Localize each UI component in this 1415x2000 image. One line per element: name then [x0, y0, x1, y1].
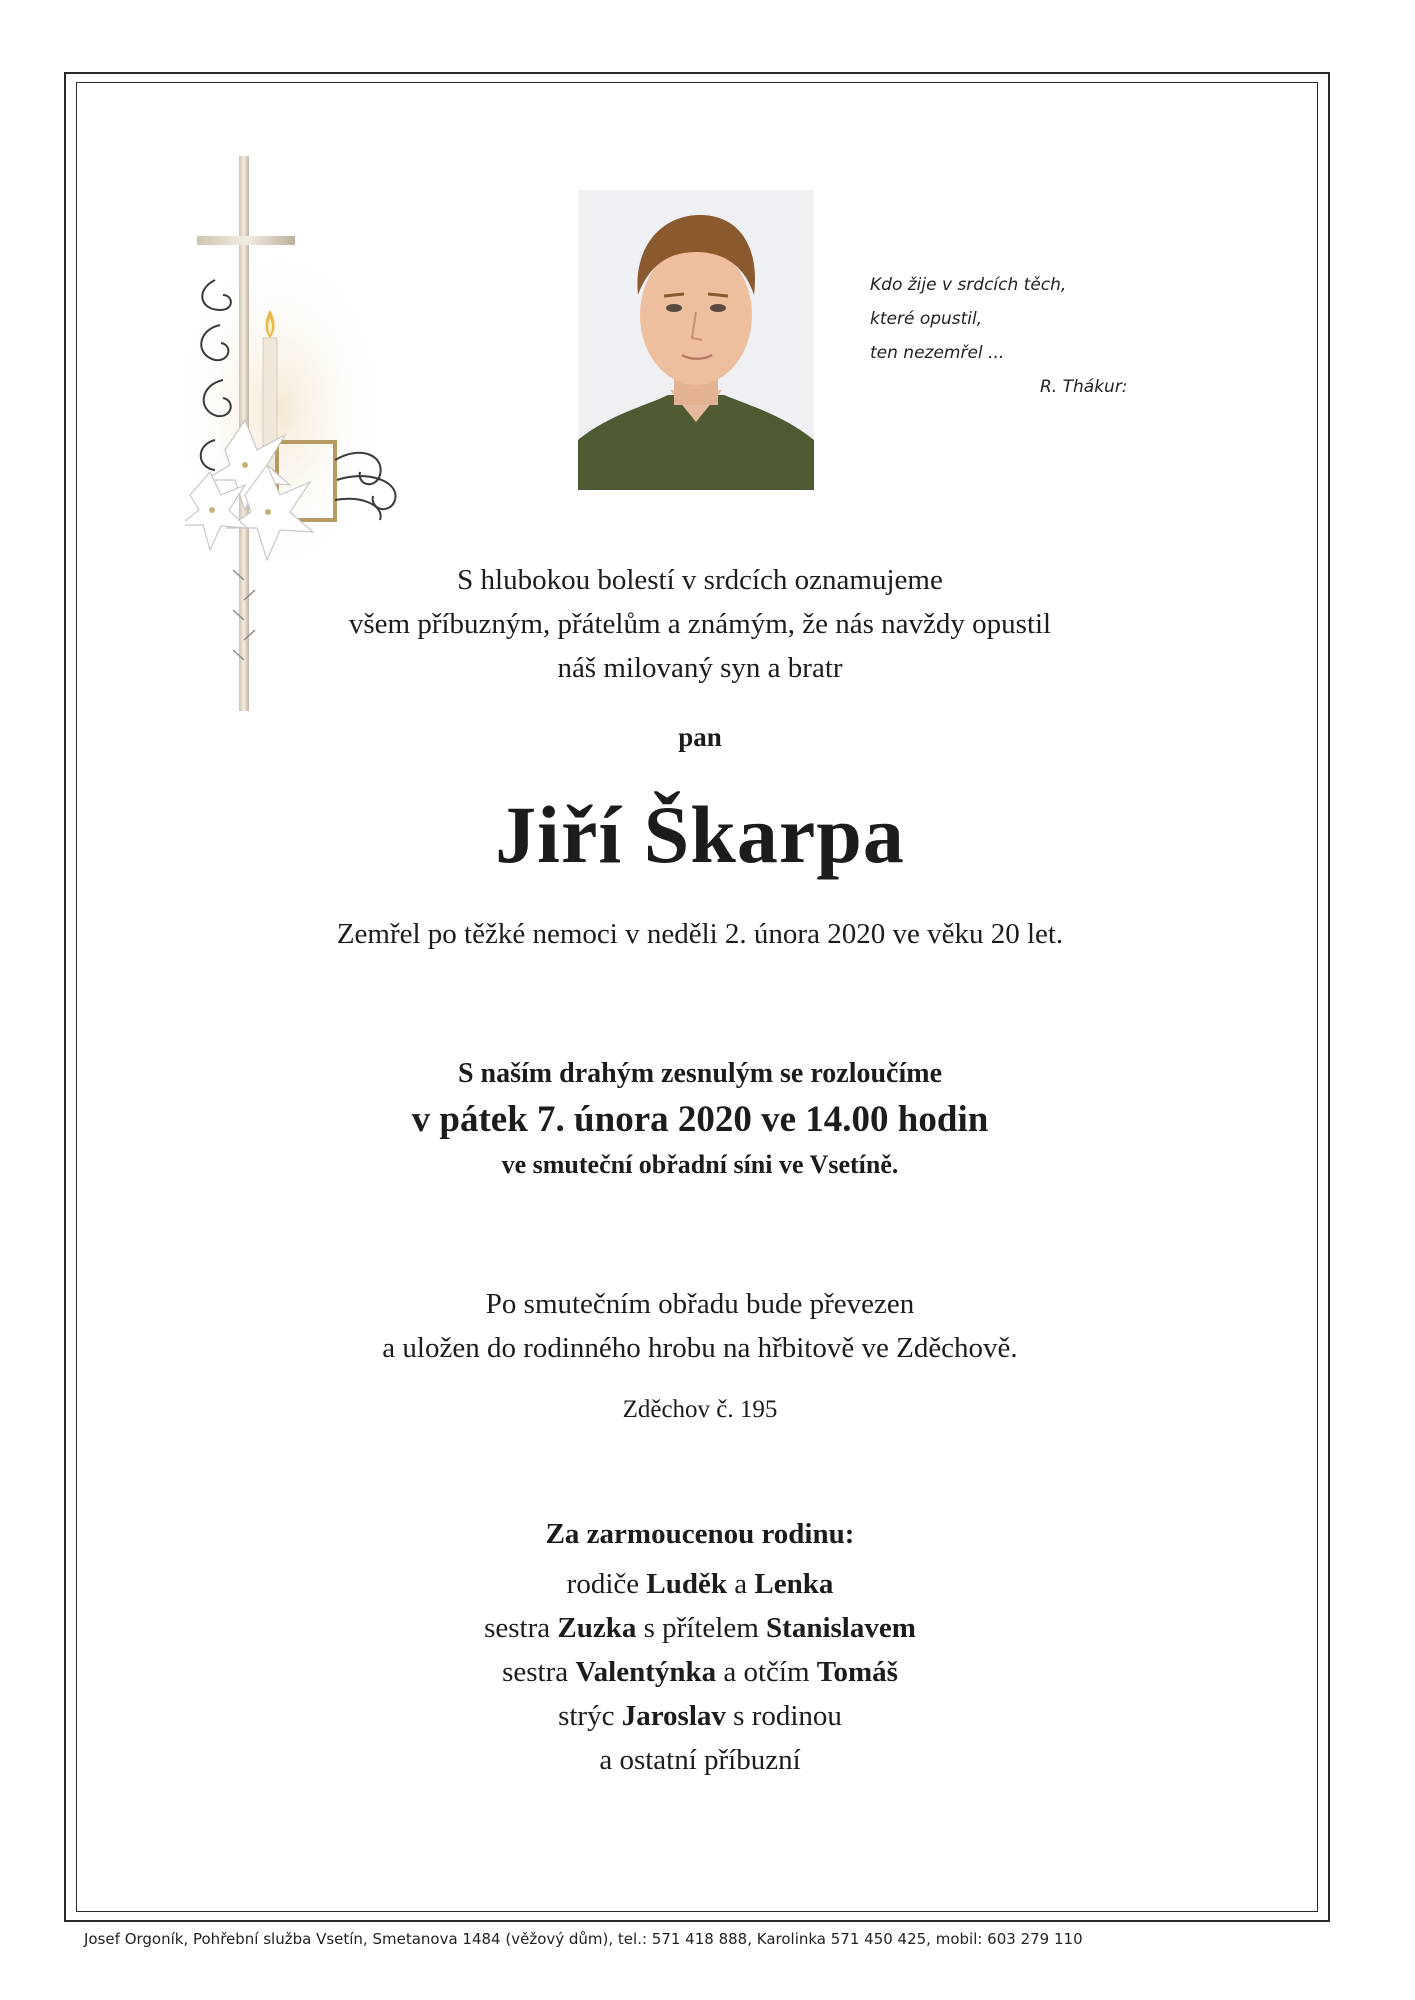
deceased-name: Jiří Škarpa	[495, 789, 905, 880]
family-address: Zděchov č. 195	[622, 1396, 778, 1423]
family-member-name: Luděk	[646, 1568, 727, 1600]
family-member-row	[80, 1606, 1320, 1650]
intro-line: S hlubokou bolestí v srdcích oznamujeme	[457, 564, 943, 596]
farewell-location: ve smuteční obřadní síni ve Vsetíně.	[501, 1150, 899, 1179]
death-details: Zemřel po těžké nemoci v neděli 2. února 2020 ve věku 20 let.	[336, 918, 1064, 950]
quote-line: Kdo žije v srdcích těch,	[870, 275, 1067, 295]
honorific: pan	[678, 722, 722, 752]
family-relation-text: a	[726, 1568, 755, 1600]
family-relation-text: s přítelem	[636, 1612, 767, 1644]
quote-line: které opustil,	[870, 309, 983, 329]
family-heading: Za zarmoucenou rodinu:	[545, 1518, 855, 1550]
memorial-quote	[870, 268, 1150, 404]
intro-line: všem příbuzným, přátelům a známým, že nás navždy opustil	[348, 608, 1052, 640]
family-relation-text: a ostatní příbuzní	[599, 1744, 801, 1776]
family-member-row	[80, 1738, 1320, 1782]
family-member-row	[80, 1562, 1320, 1606]
announcement-intro	[80, 558, 1320, 690]
burial-line: a uložen do rodinného hrobu na hřbitově ve Zděchově.	[382, 1332, 1018, 1364]
funeral-service-footer: Josef Orgoník, Pohřební služba Vsetín, Smetanova 1484 (věžový dům), tel.: 571 418 888, Karolinka 571 450 425, mobil: 603 279 110	[84, 1930, 1083, 1948]
family-member-name: Tomáš	[816, 1656, 898, 1688]
portrait-photo-icon	[578, 190, 814, 490]
family-member-name: Jaroslav	[621, 1700, 726, 1732]
family-relation-text: a otčím	[716, 1656, 817, 1688]
quote-author: R. Thákur:	[1040, 377, 1128, 397]
family-list	[80, 1562, 1320, 1782]
family-relation-text: sestra	[484, 1612, 558, 1644]
family-relation-text: sestra	[502, 1656, 576, 1688]
family-relation-text: strýc	[558, 1700, 622, 1732]
farewell-date-time: v pátek 7. února 2020 ve 14.00 hodin	[411, 1099, 989, 1140]
family-member-row	[80, 1650, 1320, 1694]
family-relation-text: rodiče	[566, 1568, 647, 1600]
burial-info	[80, 1282, 1320, 1370]
quote-line: ten nezemřel ...	[870, 343, 1005, 363]
farewell-intro: S naším drahým zesnulým se rozloučíme	[457, 1058, 943, 1089]
intro-line: náš milovaný syn a bratr	[557, 652, 843, 684]
family-member-name: Valentýnka	[575, 1656, 717, 1688]
family-relation-text: s rodinou	[725, 1700, 842, 1732]
family-member-row	[80, 1694, 1320, 1738]
family-member-name: Lenka	[754, 1568, 834, 1600]
burial-line: Po smutečním obřadu bude převezen	[485, 1288, 915, 1320]
family-member-name: Zuzka	[557, 1612, 637, 1644]
family-member-name: Stanislavem	[766, 1612, 916, 1644]
